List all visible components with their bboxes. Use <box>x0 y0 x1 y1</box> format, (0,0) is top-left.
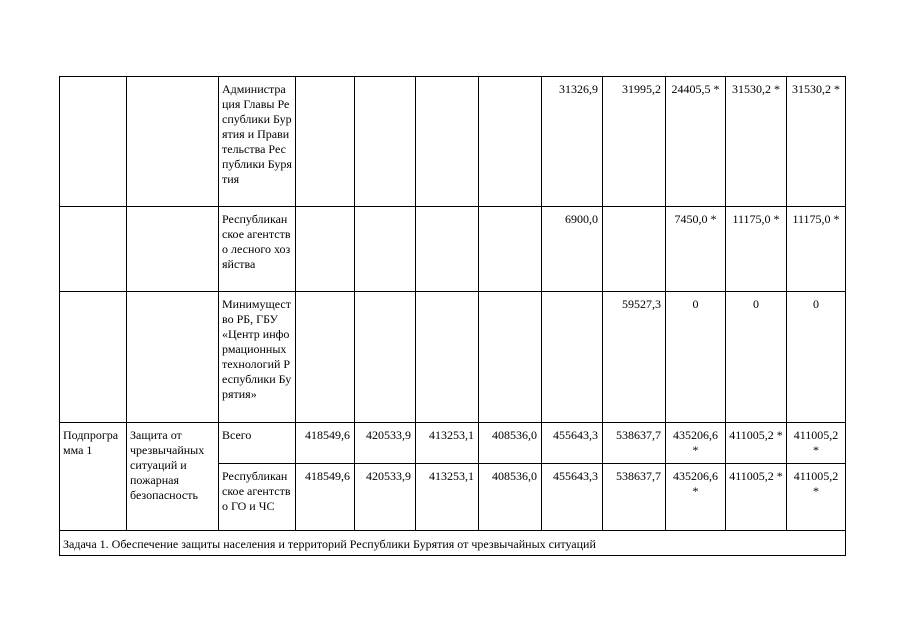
value-cell <box>416 77 479 207</box>
value-cell: 413253,1 <box>416 423 479 464</box>
value-cell: 59527,3 <box>603 292 666 423</box>
value-cell <box>603 207 666 292</box>
value-cell <box>416 207 479 292</box>
value-cell <box>355 77 416 207</box>
value-cell: 435206,6 * <box>666 423 726 464</box>
value-cell: 31995,2 <box>603 77 666 207</box>
value-cell: 408536,0 <box>479 464 542 531</box>
value-cell <box>355 207 416 292</box>
value-cell: 411005,2 * <box>726 464 787 531</box>
value-cell: 408536,0 <box>479 423 542 464</box>
table-row <box>60 531 846 556</box>
value-cell: 420533,9 <box>355 423 416 464</box>
value-cell: 455643,3 <box>542 423 603 464</box>
value-cell: 31530,2 * <box>726 77 787 207</box>
value-cell <box>542 292 603 423</box>
empty-cell <box>60 292 127 423</box>
empty-cell <box>127 77 219 207</box>
value-cell: 31530,2 * <box>787 77 846 207</box>
value-cell: 11175,0 * <box>787 207 846 292</box>
table-row <box>60 423 846 464</box>
value-cell <box>296 77 355 207</box>
table-row <box>60 207 846 292</box>
value-cell: 420533,9 <box>355 464 416 531</box>
empty-cell <box>60 77 127 207</box>
value-cell: 411005,2 * <box>787 423 846 464</box>
value-cell <box>296 292 355 423</box>
empty-cell <box>60 207 127 292</box>
value-cell <box>355 292 416 423</box>
executor-cell: Республиканское агентство лесного хозяйства <box>219 207 296 292</box>
executor-cell: Республиканское агентство ГО и ЧС <box>219 464 296 531</box>
budget-table <box>59 76 846 556</box>
value-cell <box>479 292 542 423</box>
value-cell <box>296 207 355 292</box>
value-cell: 0 <box>666 292 726 423</box>
value-cell: 0 <box>787 292 846 423</box>
value-cell: 435206,6 * <box>666 464 726 531</box>
value-cell: 31326,9 <box>542 77 603 207</box>
value-cell: 11175,0 * <box>726 207 787 292</box>
executor-cell: Минимущество РБ, ГБУ «Центр информационных технологий Республики Бурятия» <box>219 292 296 423</box>
table-row <box>60 77 846 207</box>
value-cell: 7450,0 * <box>666 207 726 292</box>
value-cell: 413253,1 <box>416 464 479 531</box>
subprogram-label: Подпрограмма 1 <box>60 423 127 531</box>
value-cell: 455643,3 <box>542 464 603 531</box>
value-cell: 538637,7 <box>603 464 666 531</box>
value-cell <box>479 207 542 292</box>
empty-cell <box>127 292 219 423</box>
value-cell: 418549,6 <box>296 423 355 464</box>
value-cell: 411005,2 * <box>787 464 846 531</box>
value-cell <box>479 77 542 207</box>
subprogram-name: Защита от чрезвычайных ситуаций и пожарная безопасность <box>127 423 219 531</box>
value-cell: 6900,0 <box>542 207 603 292</box>
value-cell: 418549,6 <box>296 464 355 531</box>
executor-cell: Всего <box>219 423 296 464</box>
value-cell: 538637,7 <box>603 423 666 464</box>
table-row <box>60 292 846 423</box>
executor-cell: Администрация Главы Республики Бурятия и Правительства Республики Бурятия <box>219 77 296 207</box>
value-cell: 0 <box>726 292 787 423</box>
value-cell: 411005,2 * <box>726 423 787 464</box>
empty-cell <box>127 207 219 292</box>
value-cell: 24405,5 * <box>666 77 726 207</box>
value-cell <box>416 292 479 423</box>
task-title: Задача 1. Обеспечение защиты населения и территорий Республики Бурятия от чрезвычайных ситуаций <box>60 531 846 556</box>
